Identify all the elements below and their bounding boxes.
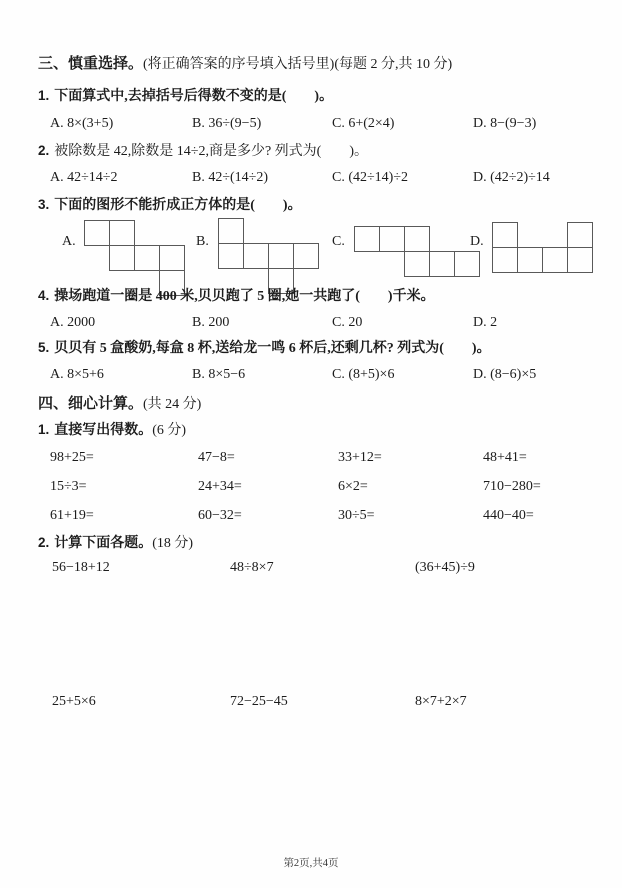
oral-problem: 61+19=	[50, 508, 94, 523]
cube-net-figure	[332, 216, 480, 277]
section-three-heading	[38, 55, 452, 74]
q5-option-d: D. (8−6)×5	[473, 367, 537, 382]
net-square	[243, 243, 269, 269]
net-square	[567, 247, 593, 273]
q2-option-b: B. 42÷(14÷2)	[192, 170, 269, 185]
part-2-points: (18 分)	[152, 536, 194, 551]
part-1-title: 直接写出得数。	[54, 423, 153, 438]
section-three-title: 三、慎重选择。	[38, 56, 144, 72]
net-square	[218, 218, 244, 244]
net-square	[542, 247, 568, 273]
cube-net-figure	[196, 216, 319, 294]
net-square	[268, 243, 294, 269]
oral-problem: 6×2=	[338, 479, 368, 494]
question-1-number: 1.	[38, 88, 50, 103]
net-square	[492, 247, 518, 273]
net-square	[567, 222, 593, 248]
question-5-options	[50, 367, 536, 383]
calc-row-1	[52, 560, 475, 576]
q4-option-a: A. 2000	[50, 315, 96, 330]
question-2-options	[50, 170, 550, 186]
oral-problem: 60−32=	[198, 508, 242, 523]
q4-option-b: B. 200	[192, 315, 230, 330]
net-square	[492, 222, 518, 248]
oral-problem: 710−280=	[483, 479, 541, 494]
oral-problem: 33+12=	[338, 450, 382, 465]
q1-option-c: C. 6+(2×4)	[332, 116, 395, 131]
q2-option-a: A. 42÷14÷2	[50, 170, 118, 185]
question-2-number: 2.	[38, 143, 50, 158]
section-four-note: (共 24 分)	[143, 397, 202, 412]
part-1-number: 1.	[38, 422, 50, 437]
net-square	[134, 245, 160, 271]
question-4-stem: 操场跑道一圈是 400 米,贝贝跑了 5 圈,她一共跑了( )千米。	[54, 289, 435, 304]
question-4-number: 4.	[38, 288, 50, 303]
part-2-title: 计算下面各题。	[54, 536, 153, 551]
net-square	[379, 226, 405, 252]
figure-label: C.	[332, 234, 345, 249]
oral-problem: 48+41=	[483, 450, 527, 465]
question-1-stem-line	[38, 88, 333, 106]
figure-label: D.	[470, 234, 484, 249]
question-5-stem: 贝贝有 5 盒酸奶,每盒 8 杯,送给龙一鸣 6 杯后,还剩几杯? 列式为( )。	[54, 341, 491, 356]
part-1-points: (6 分)	[152, 423, 187, 438]
q1-option-a: A. 8×(3+5)	[50, 116, 114, 131]
net-square	[109, 220, 135, 246]
part-2-number: 2.	[38, 535, 50, 550]
net-square	[517, 247, 543, 273]
page-footer: 第2页,共4页	[283, 858, 339, 869]
q2-option-c: C. (42÷14)÷2	[332, 170, 409, 185]
part-2-header	[38, 535, 193, 553]
question-2-stem: 被除数是 42,除数是 14÷2,商是多少? 列式为( )。	[54, 144, 368, 159]
q5-option-a: A. 8×5+6	[50, 367, 104, 382]
cube-net	[354, 226, 480, 277]
q2-option-d: D. (42÷2)÷14	[473, 170, 550, 185]
question-5-number: 5.	[38, 340, 50, 355]
net-square	[429, 251, 455, 277]
cube-net	[84, 220, 185, 296]
oral-arithmetic-grid	[50, 450, 541, 537]
q1-option-b: B. 36÷(9−5)	[192, 116, 262, 131]
net-square	[159, 245, 185, 271]
q4-option-c: C. 20	[332, 315, 363, 330]
q4-option-d: D. 2	[473, 315, 498, 330]
section-four-title: 四、细心计算。	[38, 396, 144, 412]
q5-option-b: B. 8×5−6	[192, 367, 246, 382]
question-3-stem-line	[38, 197, 302, 215]
oral-problem: 15÷3=	[50, 479, 87, 494]
section-three-note: (将正确答案的序号填入括号里)(每题 2 分,共 10 分)	[143, 57, 453, 72]
net-square	[354, 226, 380, 252]
calc-problem: (36+45)÷9	[415, 560, 475, 575]
cube-net	[492, 222, 593, 273]
oral-problem: 30÷5=	[338, 508, 375, 523]
calc-row-2	[52, 694, 467, 710]
cube-net	[218, 218, 319, 294]
question-1-options	[50, 116, 536, 132]
part-1-header	[38, 422, 186, 440]
calc-problem: 72−25−45	[230, 694, 288, 709]
oral-problem: 47−8=	[198, 450, 235, 465]
question-2-stem-line	[38, 143, 368, 161]
cube-net-figure	[470, 216, 593, 273]
question-3-number: 3.	[38, 197, 50, 212]
oral-problem: 440−40=	[483, 508, 534, 523]
net-square	[293, 243, 319, 269]
cube-net-figure	[62, 216, 185, 296]
figure-label: A.	[62, 234, 76, 249]
section-four-heading	[38, 395, 201, 414]
question-4-stem-line	[38, 288, 435, 306]
net-square	[109, 245, 135, 271]
net-square	[404, 226, 430, 252]
question-5-stem-line	[38, 340, 491, 358]
question-1-stem: 下面算式中,去掉括号后得数不变的是( )。	[54, 89, 334, 104]
calc-problem: 25+5×6	[52, 694, 96, 709]
net-square	[404, 251, 430, 277]
calc-problem: 8×7+2×7	[415, 694, 467, 709]
q1-option-d: D. 8−(9−3)	[473, 116, 537, 131]
calc-problem: 48÷8×7	[230, 560, 274, 575]
question-4-options	[50, 315, 497, 331]
oral-problem: 24+34=	[198, 479, 242, 494]
q5-option-c: C. (8+5)×6	[332, 367, 395, 382]
oral-problem: 98+25=	[50, 450, 94, 465]
calc-problem: 56−18+12	[52, 560, 110, 575]
net-square	[84, 220, 110, 246]
figure-label: B.	[196, 234, 209, 249]
net-square	[218, 243, 244, 269]
question-3-stem: 下面的图形不能折成正方体的是( )。	[54, 198, 302, 213]
